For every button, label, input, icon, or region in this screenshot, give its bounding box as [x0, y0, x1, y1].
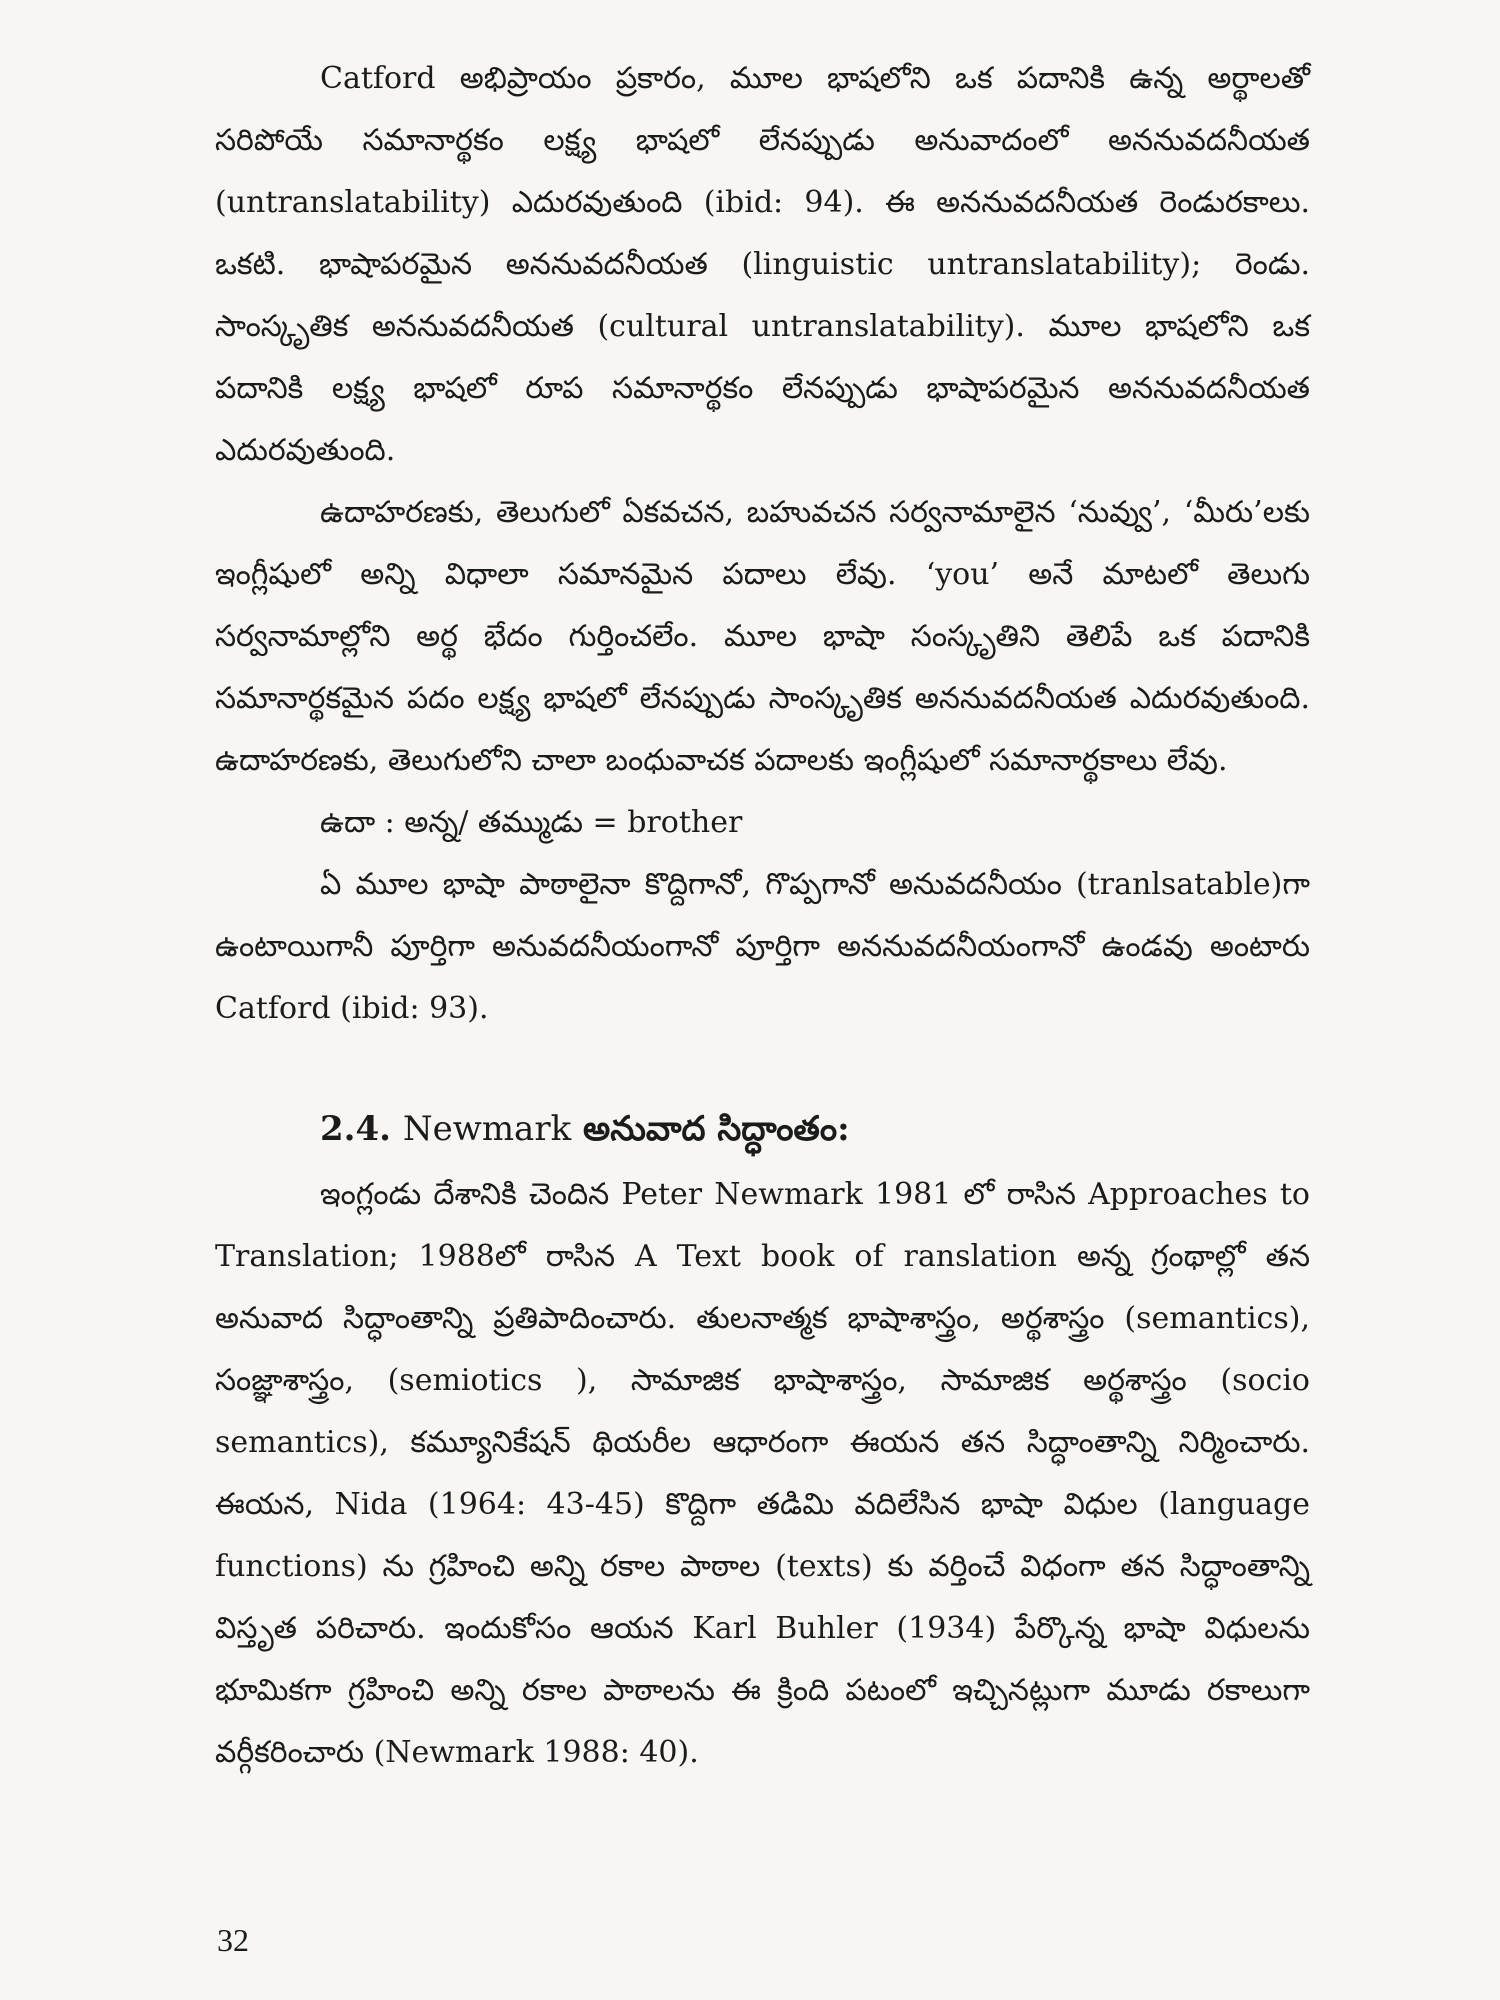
page-number: 32 — [217, 1922, 249, 1958]
paragraph-catford-translatable: ఏ మూల భాషా పాఠాలైనా కొద్దిగానో, గొప్పగానో అనువదనీయం (tranlsatable)గా ఉంటాయిగానీ పూర్తిగా అనువదనీయంగానో పూర్తిగా అననువదనీయంగానో ఉండవు అంటారు Catford (ibid: 93). — [215, 867, 1310, 1026]
paragraph-catford-untranslatability: Catford అభిప్రాయం ప్రకారం, మూల భాషలోని ఒక పదానికి ఉన్న అర్థాలతో సరిపోయే సమానార్థకం లక్ష్య భాషలో లేనప్పుడు అనువాదంలో అననువదనీయత (untranslatability) ఎదురవుతుంది (ibid: 94). ఈ అననువదనీయత రెండురకాలు. ఒకటి. భాషాపరమైన అననువదనీయత (linguistic untranslatability); రెండు. సాంస్కృతిక అననువదనీయత (cultural untranslatability). మూల భాషలోని ఒక పదానికి లక్ష్య భాషలో రూప సమానార్థకం లేనప్పుడు భాషాపరమైన అననువదనీయత ఎదురవుతుంది. — [215, 61, 1310, 468]
section-name: Newmark — [402, 1109, 572, 1149]
paragraph-telugu-examples: ఉదాహరణకు, తెలుగులో ఏకవచన, బహువచన సర్వనామాలైన ‘నువ్వు’, ‘మీరు’లకు ఇంగ్లీషులో అన్ని విధాలా సమానమైన పదాలు లేవు. ‘you’ అనే మాటలో తెలుగు సర్వనామాల్లోని అర్థ భేదం గుర్తించలేం. మూల భాషా సంస్కృతిని తెలిపే ఒక పదానికి సమానార్థకమైన పదం లక్ష్య భాషలో లేనప్పుడు సాంస్కృతిక అననువదనీయత ఎదురవుతుంది. ఉదాహరణకు, తెలుగులోని చాలా బంధువాచక పదాలకు ఇంగ్లీషులో సమానార్థకాలు లేవు. — [215, 495, 1310, 778]
section-heading — [215, 1098, 1310, 1160]
section-number: 2.4. — [320, 1109, 391, 1149]
paragraph-newmark-theory: ఇంగ్లండు దేశానికి చెందిన Peter Newmark 1981 లో రాసిన Approaches to Translation; 1988లో రాసిన A Text book of ranslation అన్న గ్రంథాల్లో తన అనువాద సిద్ధాంతాన్ని ప్రతిపాదించారు. తులనాత్మక భాషాశాస్త్రం, అర్థశాస్త్రం (semantics), సంజ్ఞాశాస్త్రం, (semiotics ), సామాజిక భాషాశాస్త్రం, సామాజిక అర్థశాస్త్రం (socio semantics), కమ్యూనికేషన్ థియరీల ఆధారంగా ఈయన తన సిద్ధాంతాన్ని నిర్మించారు. ఈయన, Nida (1964: 43-45) కొద్దిగా తడిమి వదిలేసిన భాషా విధుల (language functions) ను గ్రహించి అన్ని రకాల పాఠాల (texts) కు వర్తించే విధంగా తన సిద్ధాంతాన్ని విస్తృత పరిచారు. ఇందుకోసం ఆయన Karl Buhler (1934) పేర్కొన్న భాషా విధులను భూమికగా గ్రహించి అన్ని రకాల పాఠాలను ఈ క్రింది పటంలో ఇచ్చినట్లుగా మూడు రకాలుగా వర్గీకరించారు (Newmark 1988: 40). — [215, 1177, 1310, 1770]
section-title: అనువాద సిద్ధాంతం: — [583, 1109, 850, 1149]
example-brother: ఉదా : అన్న/ తమ్ముడు = brother — [320, 805, 743, 840]
